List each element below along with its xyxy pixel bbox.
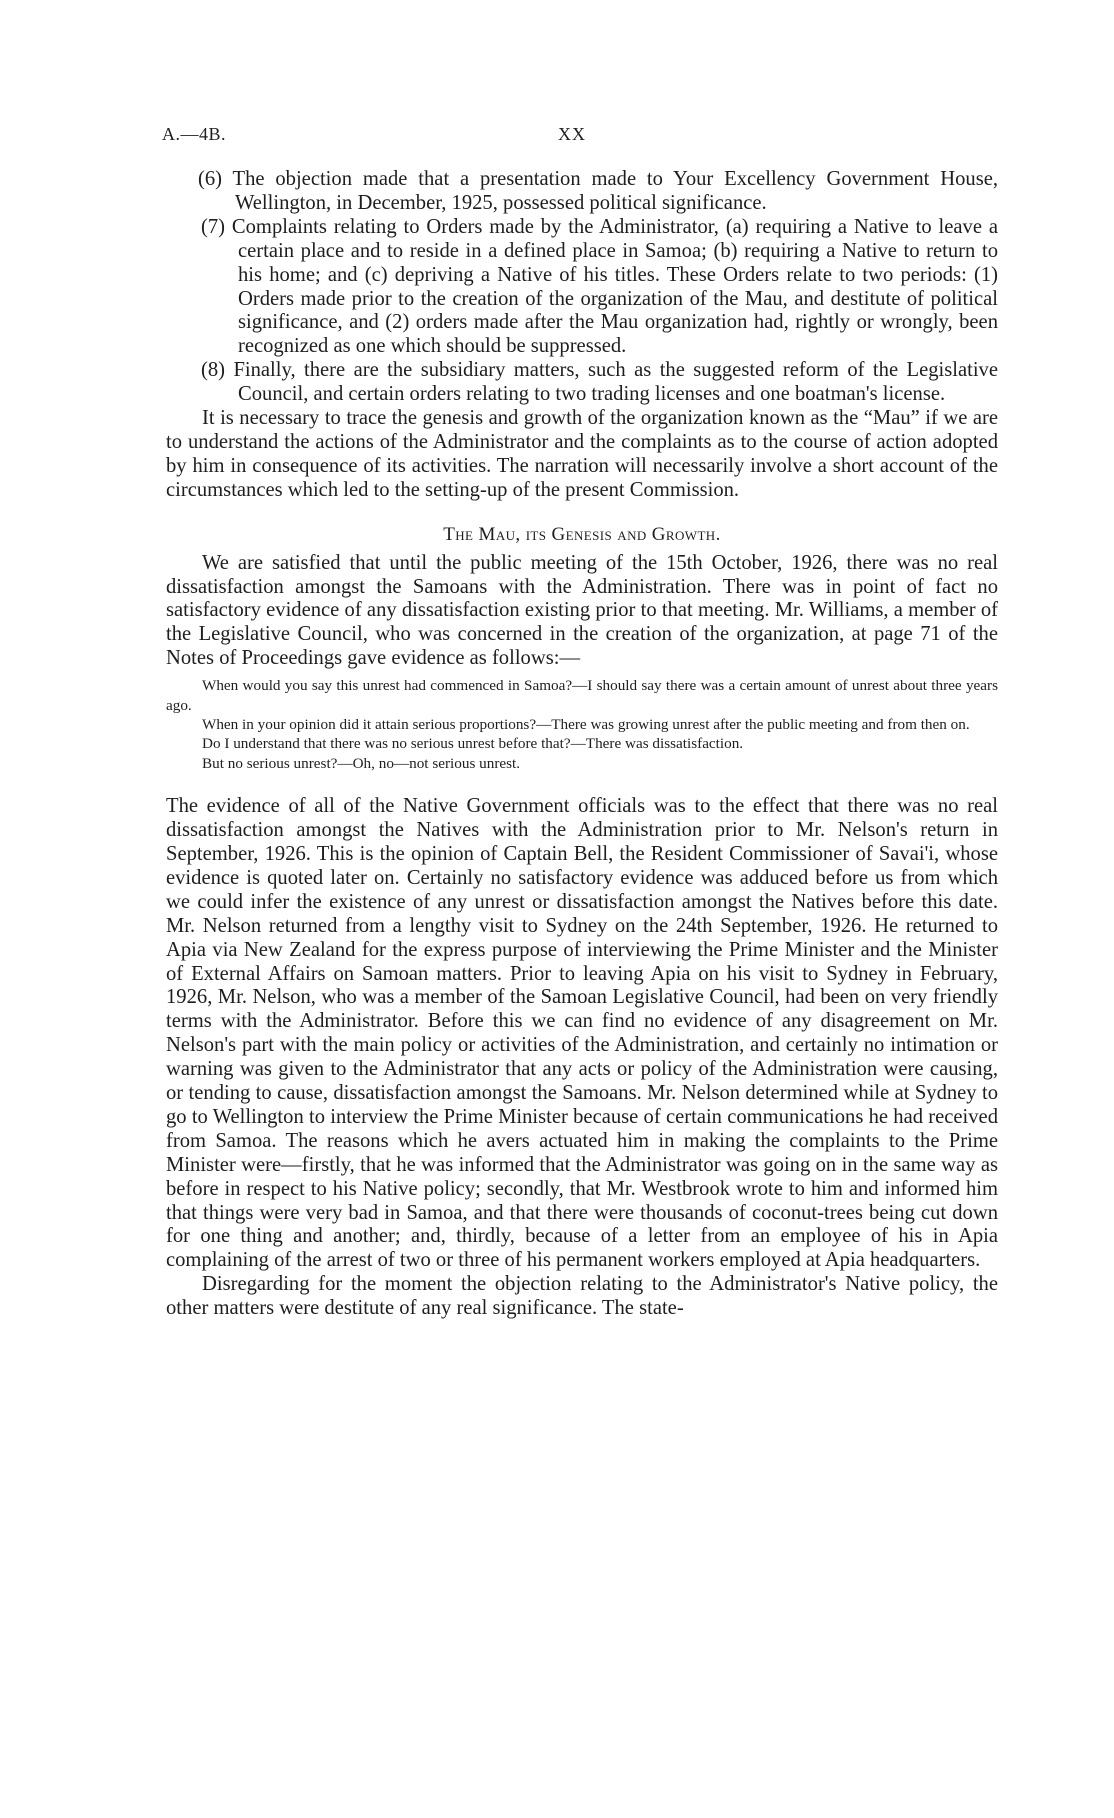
list-item <box>166 359 998 407</box>
quoted-evidence <box>166 676 998 773</box>
item-text: Finally, there are the subsidiary matters, such as the suggested reform of the Legislative Council, and certain orders relating to two trading licenses and one boatman's license. <box>233 359 998 406</box>
quote-line: When in your opinion did it attain serious proportions?—There was growing unrest after the public meeting and from then on. <box>202 715 970 733</box>
item-text: The objection made that a presentation made to Your Excellency Government House, Wellington, in December, 1925, possessed political significance. <box>232 168 999 214</box>
item-text: Complaints relating to Orders made by the Administrator, (a) requiring a Native to leave a certain place and to reside in a defined place in Samoa; (b) requiring a Native to return to his home; and (c) depriving a Native of his titles. These Orders relate to two periods: (1) Orders made prior to the creation of the organization of the Mau, and destitute of political significance, and (2) orders made after the Mau organization had, rightly or wrongly, been recognized as one which should be suppressed. <box>231 215 998 358</box>
evidence-paragraph: The evidence of all of the Native Government officials was to the effect that there was no real dissatisfaction amongst the Natives with the Administration prior to Mr. Nelson's return in September, 1926. This is the opinion of Captain Bell, the Resident Commissioner of Savai'i, whose evidence is quoted later on. Certainly no satisfactory evidence was adduced before us from which we could infer the existence of any unrest or dissatisfaction amongst the Natives before this date. Mr. Nelson returned from a lengthy visit to Sydney on the 24th September, 1926. He returned to Apia via New Zealand for the express purpose of interviewing the Prime Minister and the Minister of External Affairs on Samoan matters. Prior to leaving Apia on his visit to Sydney in February, 1926, Mr. Nelson, who was a member of the Samoan Legislative Council, had been on very friendly terms with the Administrator. Before this we can find no evidence of any disagreement on Mr. Nelson's part with the main policy or activities of the Administration, and certainly no intimation or warning was given to the Administrator that any acts or policy of the Administration were causing, or tending to cause, dissatisfaction amongst the Samoans. Mr. Nelson determined while at Sydney to go to Wellington to interview the Prime Minister because of certain communications he had received from Samoa. The reasons which he avers actuated him in making the complaints to the Prime Minister were—firstly, that he was informed that the Administrator was going on in the same way as before in respect to his Native policy; secondly, that Mr. Westbrook wrote to him and informed him that things were very bad in Samoa, and that there were thousands of coconut-trees being cut down for one thing and another; and, thirdly, because of a letter from an employee of his in Apia complaining of the arrest of two or three of his permanent workers employed at Apia headquarters. <box>166 795 998 1272</box>
quote-line: But no serious unrest?—Oh, no—not serious unrest. <box>202 754 521 772</box>
final-paragraph: Disregarding for the moment the objection relating to the Administrator's Native policy, the other matters were destitute of any real significance. The state- <box>166 1273 998 1320</box>
list-item <box>166 168 998 216</box>
intro-paragraph: It is necessary to trace the genesis and growth of the organization known as the “Mau” if we are to understand the actions of the Administrator and the complaints as to the course of action adopted by him in consequence of its activities. The narration will necessarily involve a short account of the circumstances which led to the setting-up of the present Commission. <box>166 407 998 501</box>
page-number: XX <box>558 124 586 144</box>
item-number: (8) <box>201 359 226 382</box>
list-item <box>166 216 998 359</box>
section-paragraph: We are satisfied that until the public meeting of the 15th October, 1926, there was no real dissatisfaction amongst the Samoans with the Administration. There was in point of fact no satisfactory evidence of any dissatisfaction existing prior to that meeting. Mr. Williams, a member of the Legislative Council, who was concerned in the creation of the organization, at page 71 of the Notes of Proceedings gave evidence as follows:— <box>166 551 998 670</box>
section-heading-text: The Mau, its Genesis and Growth. <box>443 523 721 545</box>
section-heading <box>166 523 998 547</box>
quote-line: Do I understand that there was no serious unrest before that?—There was dissatisfaction. <box>202 735 744 753</box>
running-header <box>162 124 962 148</box>
body-text <box>166 168 998 1321</box>
quote-line: When would you say this unrest had commenced in Samoa?—I should say there was a certain amount of unrest about three years ago. <box>166 677 998 714</box>
document-reference: A.—4B. <box>162 124 227 144</box>
item-number: (6) <box>198 168 223 190</box>
item-number: (7) <box>201 215 226 238</box>
